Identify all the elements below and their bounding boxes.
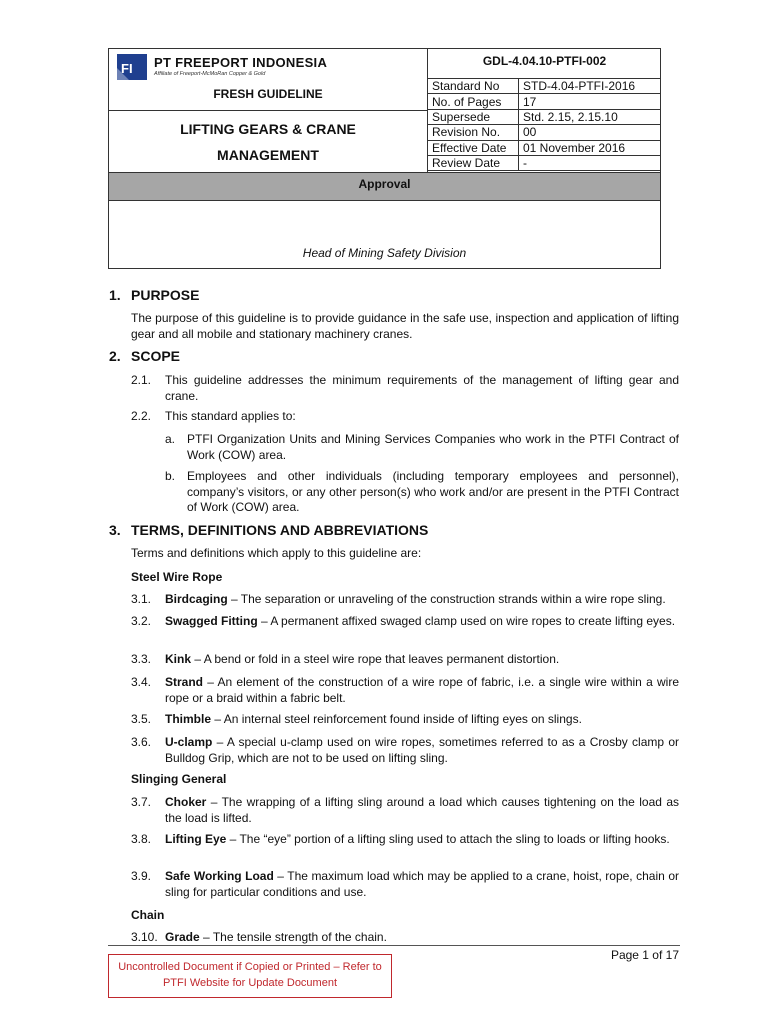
definition-text: [165, 795, 679, 826]
group-heading-slinging-general: Slinging General: [131, 772, 227, 786]
definition-body: – An element of the construction of a wire rope of fabric, i.e. a single wire within a wire rope or a braid within a fabric belt.: [165, 675, 679, 705]
group-heading-chain: Chain: [131, 908, 165, 922]
meta-row: [428, 94, 661, 109]
section-number: 2.: [109, 348, 121, 364]
item-text: Employees and other individuals (including temporary employees and personnel), company’s visitors, or any other person(s) who work and/or are present in the PTFI Contract of Work (COW) area.: [187, 469, 679, 514]
meta-value: 17: [519, 94, 661, 109]
footer-rule: [108, 945, 680, 946]
definition-term: Kink: [165, 652, 192, 666]
meta-row: [428, 125, 661, 140]
company-affiliate: Affiliate of Freeport-McMoRan Copper & Gold: [154, 71, 266, 77]
item-number: 2.1.: [131, 373, 152, 387]
definition-term: Lifting Eye: [165, 832, 227, 846]
item-text: This standard applies to:: [165, 409, 296, 423]
definition-body: – The tensile strength of the chain.: [199, 930, 387, 944]
uncontrolled-document-stamp: [108, 954, 392, 998]
item-text: This guideline addresses the minimum requirements of the management of lifting gear and crane.: [165, 373, 679, 403]
freeport-logo-icon: [117, 54, 147, 80]
definition-item: [131, 795, 679, 826]
definition-body: – A bend or fold in a steel wire rope that leaves permanent distortion.: [191, 652, 560, 666]
item-number: 3.1.: [131, 592, 152, 606]
meta-value: -: [519, 155, 661, 170]
section-title: PURPOSE: [131, 287, 200, 303]
document-meta-table: [427, 78, 661, 171]
list-item: [131, 409, 679, 425]
definition-body: – A special u-clamp used on wire ropes, sometimes referred to as a Crosby clamp or Bulldog Grip, which are not to be used on lifting sling.: [165, 735, 679, 765]
definition-item: [131, 712, 679, 728]
definition-text: [165, 614, 679, 630]
purpose-paragraph: The purpose of this guideline is to provide guidance in the safe use, inspection and application of lifting gear and all mobile and stationary machinery cranes.: [131, 311, 679, 341]
definition-item: [131, 675, 679, 706]
meta-key: No. of Pages: [428, 94, 519, 109]
item-text: PTFI Organization Units and Mining Services Companies who work in the PTFI Contract of Work (COW) area.: [187, 432, 679, 462]
definition-text: [165, 652, 679, 668]
definition-text: [165, 712, 679, 728]
section-title: SCOPE: [131, 348, 181, 364]
section-title: TERMS, DEFINITIONS AND ABBREVIATIONS: [131, 522, 429, 538]
sub-list-item: [165, 432, 679, 463]
definition-text: [165, 592, 679, 608]
item-number: 3.3.: [131, 652, 152, 666]
definition-item: [131, 832, 679, 848]
group-heading-steel-wire-rope: Steel Wire Rope: [131, 570, 223, 584]
sub-list-item: [165, 469, 679, 516]
document-header-table: [108, 48, 661, 269]
definition-item: [131, 869, 679, 900]
definition-term: Safe Working Load: [165, 869, 274, 883]
terms-intro: Terms and definitions which apply to this guideline are:: [131, 546, 422, 560]
meta-value: Std. 2.15, 2.15.10: [519, 109, 661, 124]
definition-text: [165, 930, 679, 946]
meta-row: [428, 155, 661, 170]
section-number: 1.: [109, 287, 121, 303]
guideline-type: FRESH GUIDELINE: [213, 87, 323, 101]
item-number: 2.2.: [131, 409, 152, 423]
definition-term: Choker: [165, 795, 207, 809]
document-code: GDL-4.04.10-PTFI-002: [482, 54, 607, 68]
meta-row: [428, 109, 661, 124]
company-logo: [117, 54, 417, 84]
header-divider: [109, 110, 427, 111]
item-letter: a.: [165, 432, 176, 446]
section-heading-scope: [109, 348, 180, 364]
item-number: 3.2.: [131, 614, 152, 628]
section-number: 3.: [109, 522, 121, 538]
item-number: 3.8.: [131, 832, 152, 846]
definition-term: U-clamp: [165, 735, 213, 749]
definition-body: – The wrapping of a lifting sling around a load which causes tightening on the load as the load is lifted.: [165, 795, 679, 825]
svg-text:FI: FI: [121, 61, 133, 76]
definition-item: [131, 592, 679, 608]
item-letter: b.: [165, 469, 176, 483]
item-number: 3.4.: [131, 675, 152, 689]
company-name: PT FREEPORT INDONESIA: [154, 55, 328, 70]
definition-item: [131, 930, 679, 946]
definition-body: – The separation or unraveling of the construction strands within a wire rope sling.: [227, 592, 666, 606]
meta-row: [428, 140, 661, 155]
meta-value: STD-4.04-PTFI-2016: [519, 79, 661, 94]
definition-text: [165, 735, 679, 766]
item-number: 3.10.: [131, 930, 158, 944]
definition-term: Thimble: [165, 712, 212, 726]
section-heading-purpose: [109, 287, 199, 303]
meta-key: Effective Date: [428, 140, 519, 155]
approver-title: Head of Mining Safety Division: [302, 246, 467, 260]
approval-band: Approval: [109, 172, 660, 201]
definition-item: [131, 652, 679, 668]
definition-term: Strand: [165, 675, 204, 689]
meta-key: Standard No: [428, 79, 519, 94]
meta-value: 00: [519, 125, 661, 140]
definition-term: Grade: [165, 930, 200, 944]
stamp-line: Uncontrolled Document if Copied or Printed – Refer to: [118, 961, 382, 973]
definition-text: [165, 675, 679, 706]
definition-term: Swagged Fitting: [165, 614, 258, 628]
document-title-line2: MANAGEMENT: [217, 147, 319, 163]
definition-item: [131, 735, 679, 766]
meta-row: [428, 79, 661, 94]
item-number: 3.6.: [131, 735, 152, 749]
item-number: 3.9.: [131, 869, 152, 883]
document-title-line1: LIFTING GEARS & CRANE: [180, 121, 356, 137]
definition-body: – An internal steel reinforcement found inside of lifting eyes on slings.: [211, 712, 582, 726]
definition-body: – The “eye” portion of a lifting sling used to attach the sling to loads or lifting hooks.: [226, 832, 670, 846]
item-number: 3.5.: [131, 712, 152, 726]
meta-value: 01 November 2016: [519, 140, 661, 155]
definition-body: – A permanent affixed swaged clamp used on wire ropes to create lifting eyes.: [257, 614, 676, 628]
stamp-line: PTFI Website for Update Document: [162, 977, 338, 989]
meta-key: Review Date: [428, 155, 519, 170]
section-heading-terms: [109, 522, 428, 538]
list-item: [131, 373, 679, 404]
meta-key: Supersede: [428, 109, 519, 124]
definition-body: – The maximum load which may be applied to a crane, hoist, rope, chain or sling for particular conditions and use.: [165, 869, 679, 899]
item-number: 3.7.: [131, 795, 152, 809]
page-number: Page 1 of 17: [610, 948, 679, 962]
meta-key: Revision No.: [428, 125, 519, 140]
definition-text: [165, 832, 679, 848]
definition-term: Birdcaging: [165, 592, 228, 606]
definition-item: [131, 614, 679, 630]
definition-text: [165, 869, 679, 900]
